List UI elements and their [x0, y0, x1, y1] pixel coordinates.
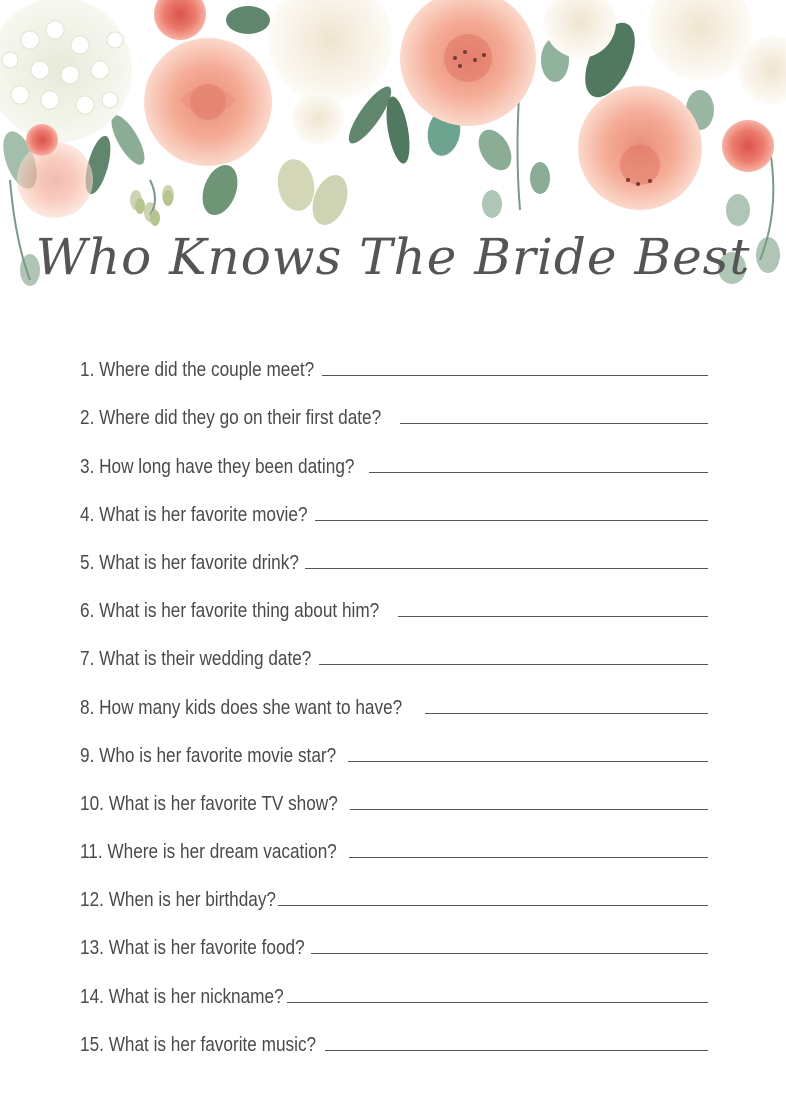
answer-line[interactable]: [400, 422, 708, 424]
coral-rose-top: [154, 0, 206, 40]
question-text: 12. When is her birthday?: [80, 889, 276, 912]
answer-line[interactable]: [350, 808, 708, 810]
answer-line[interactable]: [305, 567, 708, 569]
question-text: 4. What is her favorite movie?: [80, 503, 308, 526]
cream-rose-mid: [292, 92, 344, 144]
peach-rose-large: [144, 38, 272, 166]
answer-line[interactable]: [311, 952, 708, 954]
question-row: [80, 629, 708, 677]
coral-rose-right: [722, 120, 774, 172]
question-row: [80, 436, 708, 484]
question-row: [80, 870, 708, 918]
question-row: [80, 581, 708, 629]
question-row: [80, 774, 708, 822]
question-row: [80, 388, 708, 436]
question-row: [80, 485, 708, 533]
question-text: 15. What is her favorite music?: [80, 1033, 317, 1056]
question-text: 1. Where did the couple meet?: [80, 359, 315, 382]
question-row: [80, 918, 708, 966]
coral-bud-left: [26, 124, 58, 156]
question-text: 5. What is her favorite drink?: [80, 551, 299, 574]
question-row: [80, 822, 708, 870]
answer-line[interactable]: [319, 663, 708, 665]
answer-line[interactable]: [349, 856, 708, 858]
question-text: 14. What is her nickname?: [80, 985, 284, 1008]
question-text: 3. How long have they been dating?: [80, 455, 355, 478]
answer-line[interactable]: [325, 1049, 708, 1051]
question-row: [80, 340, 708, 388]
question-row: [80, 966, 708, 1014]
question-text: 10. What is her favorite TV show?: [80, 792, 338, 815]
peach-peony-center: [400, 0, 536, 126]
answer-line[interactable]: [348, 760, 708, 762]
peach-rose-left-small: [17, 142, 93, 218]
question-text: 8. How many kids does she want to have?: [80, 696, 403, 719]
question-row: [80, 1015, 708, 1063]
question-text: 7. What is their wedding date?: [80, 648, 312, 671]
question-text: 2. Where did they go on their first date?: [80, 407, 382, 430]
question-text: 6. What is her favorite thing about him?: [80, 600, 380, 623]
peach-peony-right: [578, 86, 702, 210]
answer-line[interactable]: [315, 519, 708, 521]
page-title: Who Knows The Bride Best: [35, 228, 751, 286]
answer-line[interactable]: [278, 904, 708, 906]
question-row: [80, 533, 708, 581]
cream-rose-center: [268, 0, 392, 102]
answer-line[interactable]: [398, 615, 708, 617]
answer-line[interactable]: [322, 374, 708, 376]
question-row: [80, 726, 708, 774]
question-list: [80, 340, 708, 1063]
answer-line[interactable]: [369, 471, 708, 473]
question-row: [80, 677, 708, 725]
question-text: 13. What is her favorite food?: [80, 937, 305, 960]
answer-line[interactable]: [287, 1001, 708, 1003]
cream-rose-far-right: [648, 0, 752, 80]
question-text: 9. Who is her favorite movie star?: [80, 744, 337, 767]
question-text: 11. Where is her dream vacation?: [80, 841, 337, 864]
answer-line[interactable]: [425, 712, 708, 714]
